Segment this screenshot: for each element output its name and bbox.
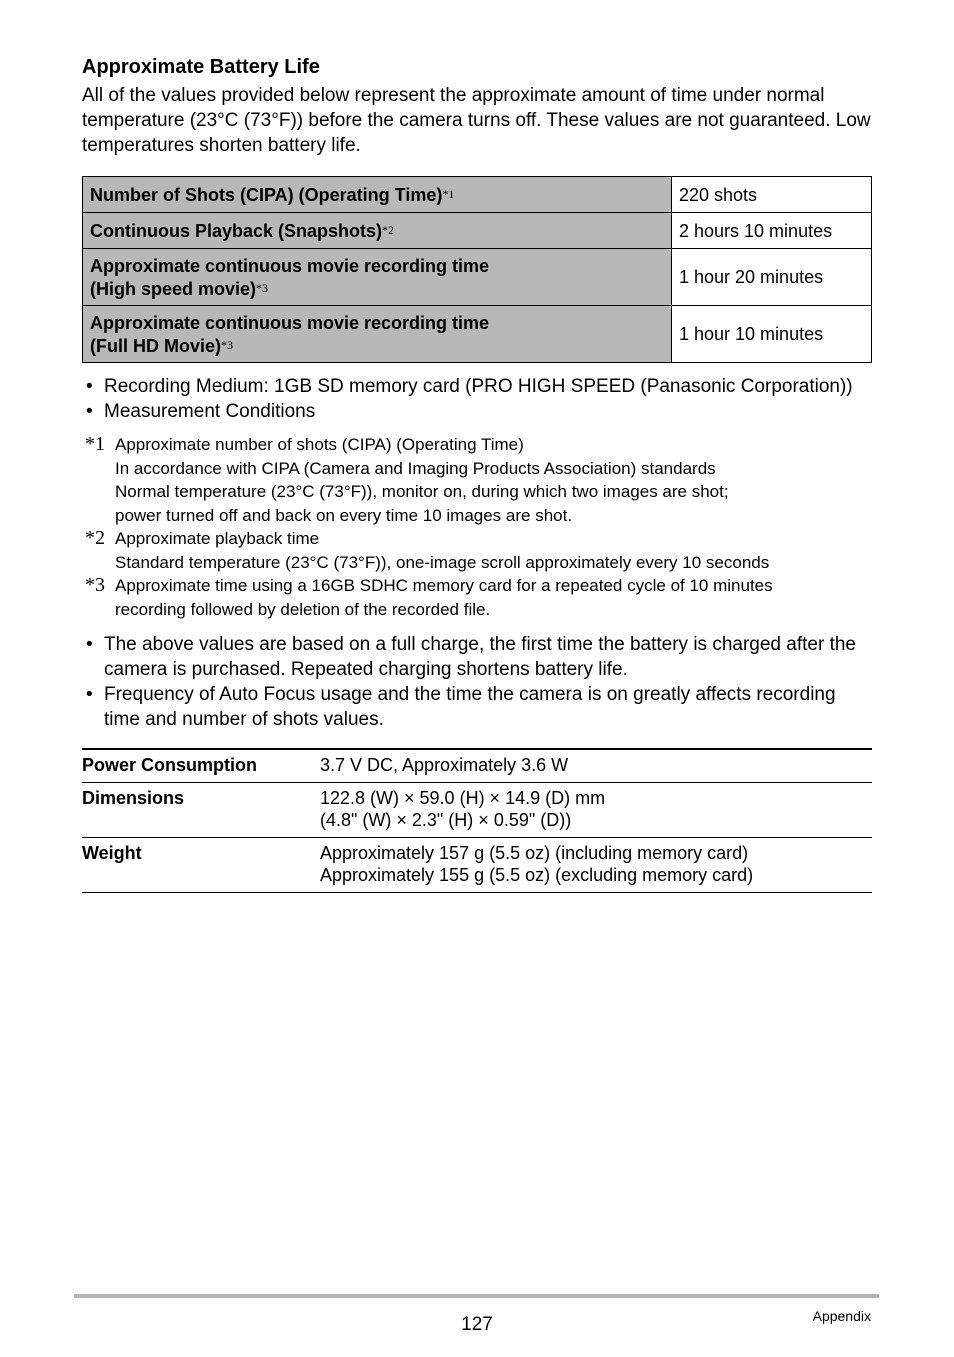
table-row <box>82 783 872 838</box>
intro-paragraph: All of the values provided below represent the approximate amount of time under normal temperature (23°C (73°F)) before the camera turns off. These values are not guaranteed. Low temperatures shorten battery life. <box>82 85 871 156</box>
spec-value: Approximately 157 g (5.5 oz) (including memory card) Approximately 155 g (5.5 oz) (excluding memory card) <box>320 838 872 893</box>
remarks-list <box>82 632 872 732</box>
footnote-mark: *2 <box>85 527 105 549</box>
footnote-ref: *3 <box>221 337 233 352</box>
row-value: 220 shots <box>672 177 872 213</box>
row-value: 1 hour 20 minutes <box>672 249 872 306</box>
section-name: Appendix <box>812 1308 871 1324</box>
footnote: *2 Approximate playback time Standard temperature (23°C (73°F)), one-image scroll approximately every 10 seconds <box>85 527 770 572</box>
spec-label: Weight <box>82 838 320 893</box>
footnote-mark: *1 <box>85 433 105 455</box>
spec-label: Dimensions <box>82 783 320 838</box>
row-value: 2 hours 10 minutes <box>672 213 872 249</box>
spec-value: 122.8 (W) × 59.0 (H) × 14.9 (D) mm (4.8" (W) × 2.3" (H) × 0.59" (D)) <box>320 783 872 838</box>
table-row <box>82 838 872 893</box>
footer-rule <box>74 1294 879 1298</box>
table-row <box>83 177 872 213</box>
footnote-ref: *1 <box>442 187 455 201</box>
row-label: Continuous Playback (Snapshots)*2 <box>83 213 672 249</box>
conditions-list <box>82 374 872 424</box>
row-label: Approximate continuous movie recording time (High speed movie)*3 <box>83 249 672 306</box>
footnote-mark: *3 <box>85 574 105 596</box>
footnote-ref: *3 <box>256 280 269 295</box>
section-heading: Approximate Battery Life <box>82 56 320 78</box>
spec-value: 3.7 V DC, Approximately 3.6 W <box>320 749 872 783</box>
footnote: *3 Approximate time using a 16GB SDHC memory card for a repeated cycle of 10 minutes recording followed by deletion of the recorded file. <box>85 574 773 619</box>
battery-life-table <box>82 176 872 363</box>
table-row <box>83 306 872 363</box>
table-row <box>82 749 872 783</box>
page-number: 127 <box>461 1314 493 1335</box>
list-item: • Recording Medium: 1GB SD memory card (PRO HIGH SPEED (Panasonic Corporation)) <box>82 374 872 399</box>
footnote: *1 Approximate number of shots (CIPA) (Operating Time) In accordance with CIPA (Camera and Imaging Products Association) standards Normal temperature (23°C (73°F)), monitor on, during which two images are shot; power turned off and back on every time 10 images are shot. <box>85 433 729 525</box>
spec-label: Power Consumption <box>82 749 320 783</box>
table-row <box>83 213 872 249</box>
footnote-ref: *2 <box>382 223 395 237</box>
footnotes <box>82 433 872 621</box>
list-item: • Frequency of Auto Focus usage and the time the camera is on greatly affects recording time and number of shots values. <box>82 682 872 732</box>
row-label: Approximate continuous movie recording time (Full HD Movie)*3 <box>83 306 672 363</box>
table-row <box>83 249 872 306</box>
list-item: • The above values are based on a full charge, the first time the battery is charged after the camera is purchased. Repeated charging shortens battery life. <box>82 632 872 682</box>
list-item: • Measurement Conditions <box>82 399 872 424</box>
row-value: 1 hour 10 minutes <box>672 306 872 363</box>
page-content <box>82 54 872 893</box>
row-label: Number of Shots (CIPA) (Operating Time)*1 <box>83 177 672 213</box>
specs-table <box>82 748 872 893</box>
